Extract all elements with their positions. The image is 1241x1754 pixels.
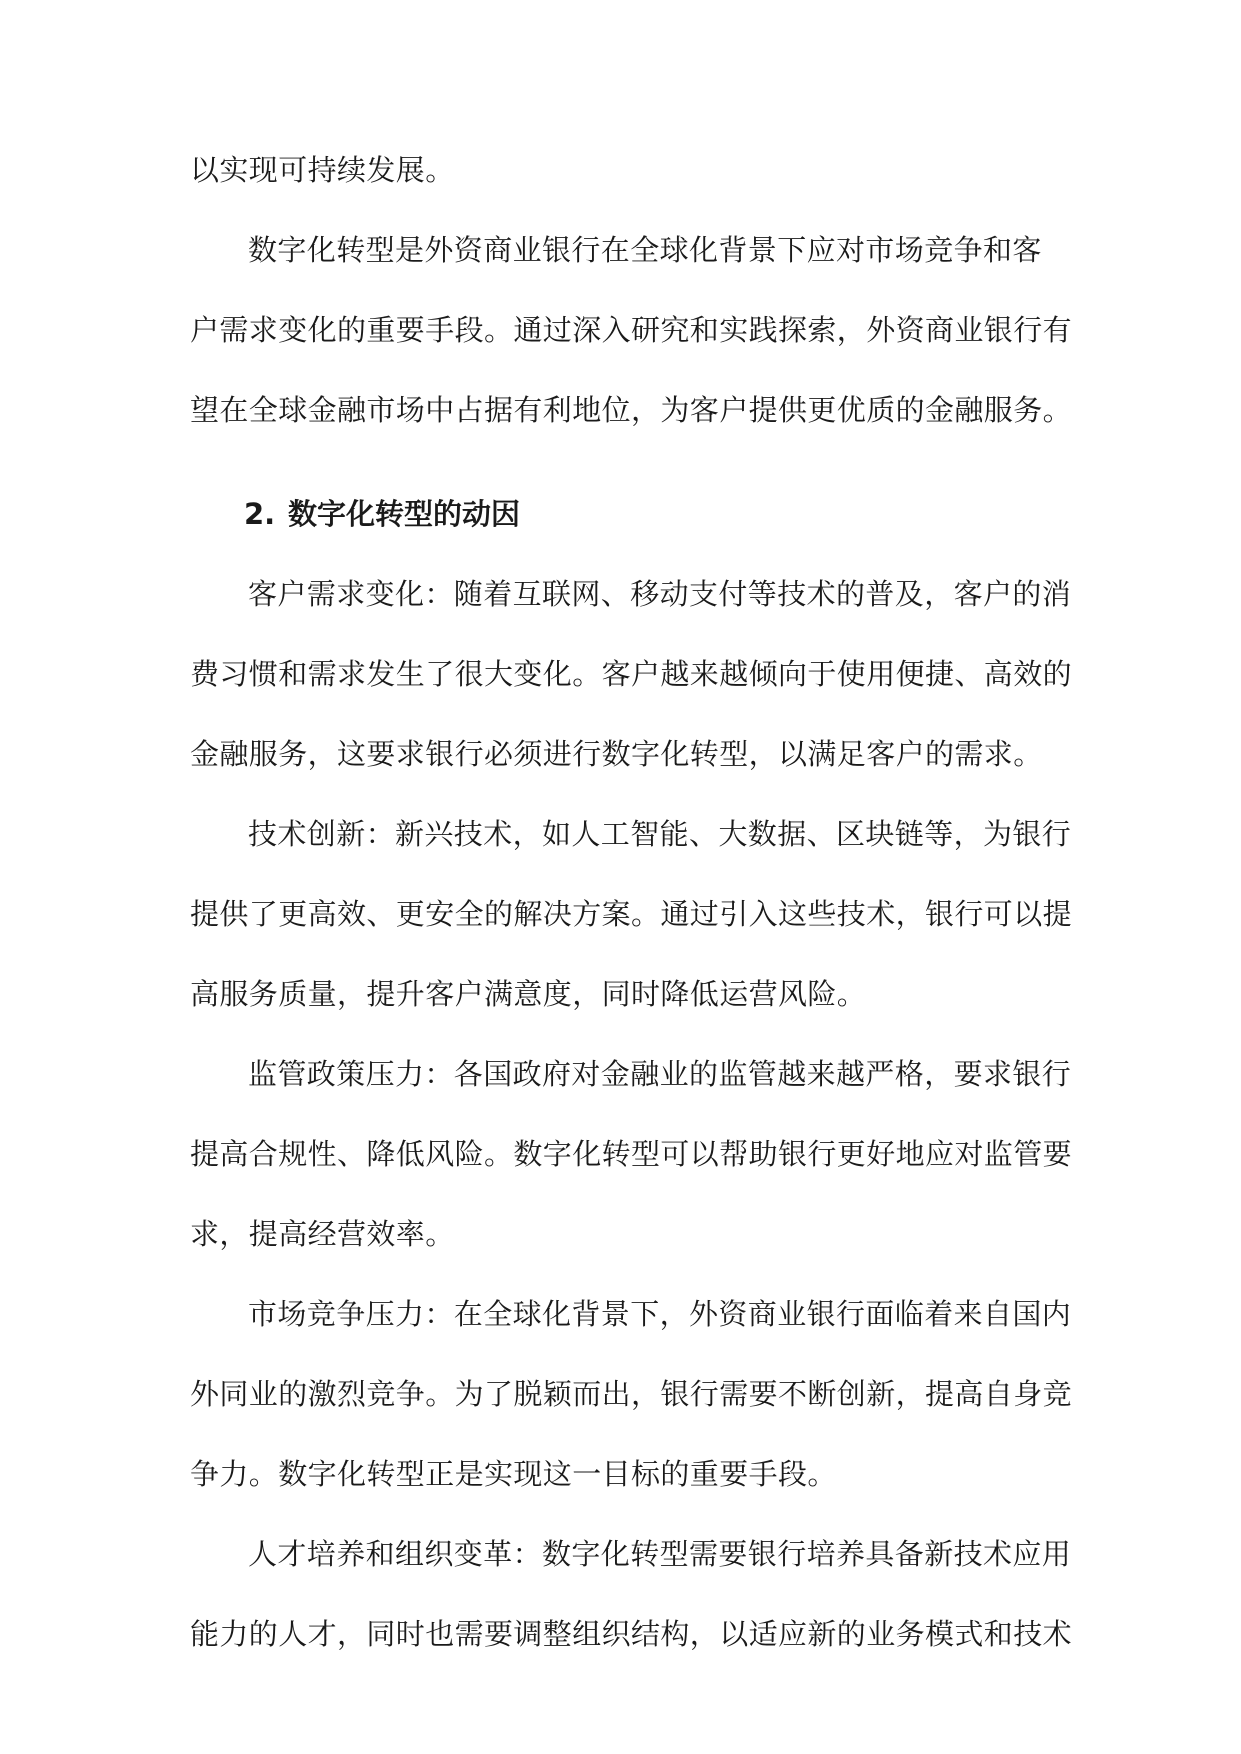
paragraph-line: 高服务质量，提升客户满意度，同时降低运营风险。 [190,977,867,1011]
paragraph-line: 市场竞争压力：在全球化背景下，外资商业银行面临着来自国内 [248,1297,1072,1331]
paragraph-line: 人才培养和组织变革：数字化转型需要银行培养具备新技术应用 [248,1537,1072,1571]
paragraph-line: 技术创新：新兴技术，如人工智能、大数据、区块链等，为银行 [248,817,1072,851]
paragraph-line: 望在全球金融市场中占据有利地位，为客户提供更优质的金融服务。 [190,393,1073,427]
paragraph-line: 争力。数字化转型正是实现这一目标的重要手段。 [190,1457,837,1491]
section-heading [190,474,1052,554]
paragraph-line: 户需求变化的重要手段。通过深入研究和实践探索，外资商业银行有 [190,313,1073,347]
paragraph-line: 以实现可持续发展。 [190,153,455,187]
paragraph-line: 数字化转型是外资商业银行在全球化背景下应对市场竞争和客 [248,233,1042,267]
paragraph-line: 监管政策压力：各国政府对金融业的监管越来越严格，要求银行 [248,1057,1072,1091]
paragraph-line: 费习惯和需求发生了很大变化。客户越来越倾向于使用便捷、高效的 [190,657,1073,691]
paragraph-line: 提供了更高效、更安全的解决方案。通过引入这些技术，银行可以提 [190,897,1073,931]
paragraph-line: 能力的人才，同时也需要调整组织结构，以适应新的业务模式和技术 [190,1617,1073,1651]
section-title: 数字化转型的动因 [288,497,521,531]
section-number: 2. [244,497,276,531]
paragraph-line: 外同业的激烈竞争。为了脱颖而出，银行需要不断创新，提高自身竞 [190,1377,1073,1411]
document-page [190,130,1073,1674]
paragraph-line: 客户需求变化：随着互联网、移动支付等技术的普及，客户的消 [248,577,1072,611]
paragraph-line: 求，提高经营效率。 [190,1217,455,1251]
paragraph-line: 金融服务，这要求银行必须进行数字化转型，以满足客户的需求。 [190,737,1043,771]
paragraph-line: 提高合规性、降低风险。数字化转型可以帮助银行更好地应对监管要 [190,1137,1073,1171]
